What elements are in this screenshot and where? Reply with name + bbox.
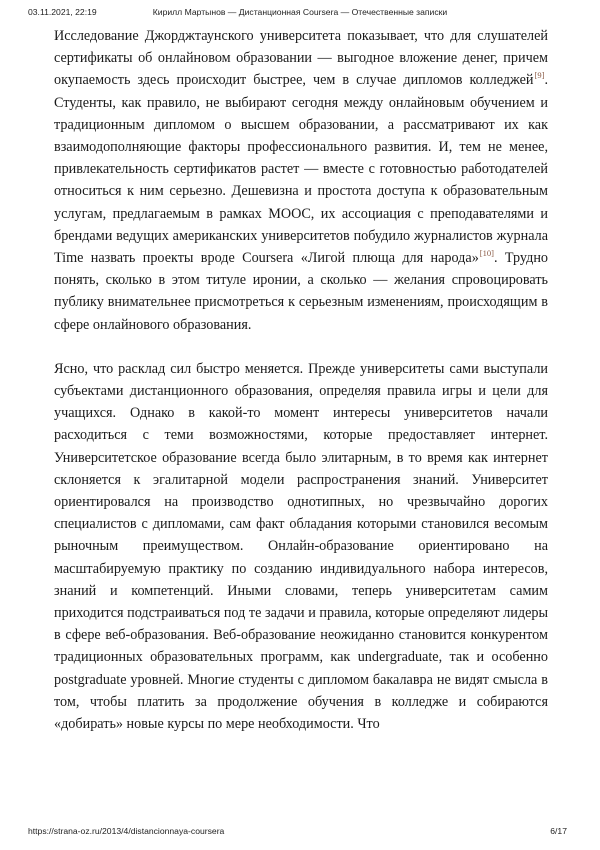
paragraph-1-text-c: . Трудно понять, сколько в этом титуле иронии, а сколько — желания спровоцировать публику внимательнее присмотреться к серьезным изменениям, происходящим в сфере онлайнового образования. bbox=[54, 250, 549, 333]
paragraph-1-text-a: Исследование Джорджтаунского университета показывает, что для слушателей сертификаты об онлайновом образовании — выгодное вложение денег, причем окупаемость здесь происходит быстрее, чем в случае дипломов колледжей bbox=[54, 28, 548, 89]
print-footer bbox=[0, 826, 600, 840]
article-body bbox=[54, 25, 548, 735]
paragraph-1 bbox=[54, 25, 548, 336]
print-datetime: 03.11.2021, 22:19 bbox=[28, 7, 97, 17]
paragraph-1-text-b: . Студенты, как правило, не выбирают сегодня между онлайновым обучением и традиционным дипломом о высшем образовании, а рассматривают их как взаимодополняющие факторы профессионального развития. И, тем не менее, привлекательность сертификатов растет — вместе с готовностью работодателей относиться к ним серьезно. Дешевизна и простота доступа к образовательным услугам, предлагаемым в рамках MOOC, их ассоциация с преподавателями и брендами ведущих американских университетов побудило журналистов журнала Time назвать проекты вроде Coursera «Лигой плюща для народа» bbox=[54, 72, 548, 267]
footnote-link-10[interactable]: [10] bbox=[479, 248, 494, 259]
print-header bbox=[0, 7, 600, 21]
paragraph-2: Ясно, что расклад сил быстро меняется. Прежде университеты сами выступали субъектами дистанционного образования, определяя правила игры и цели для учащихся. Однако в какой-то момент интересы университетов начали расходиться с теми возможностями, которые предоставляет интернет. Университетское образование всегда было элитарным, в то время как интернет склоняется к эгалитарной модели распространения знаний. Университет ориентировался на производство однотипных, но чрезвычайно дорогих специалистов с дипломами, сам факт обладания которыми становился весомым рыночным преимуществом. Онлайн-образование ориентировано на масштабируемую практику по созданию индивидуального набора интересов, знаний и компетенций. Иными словами, теперь университетам самим приходится подстраиваться под те задачи и правила, которые определяют лидеры в сфере веб-образования. Веб-образование неожиданно становится конкурентом традиционных образовательных программ, как undergraduate, так и особенно postgraduate уровней. Многие студенты с дипломом бакалавра не видят смысла в том, чтобы платить за продолжение обучения в колледже и собираются «добирать» новые курсы по мере необходимости. Что bbox=[54, 360, 548, 733]
page-title: Кирилл Мартынов — Дистанционная Coursera — Отечественные записки bbox=[152, 7, 448, 17]
footnote-link-9[interactable]: [9] bbox=[534, 70, 545, 81]
page-number: 6/17 bbox=[550, 826, 567, 836]
page-url: https://strana-oz.ru/2013/4/distancionnaya-coursera bbox=[28, 826, 225, 836]
